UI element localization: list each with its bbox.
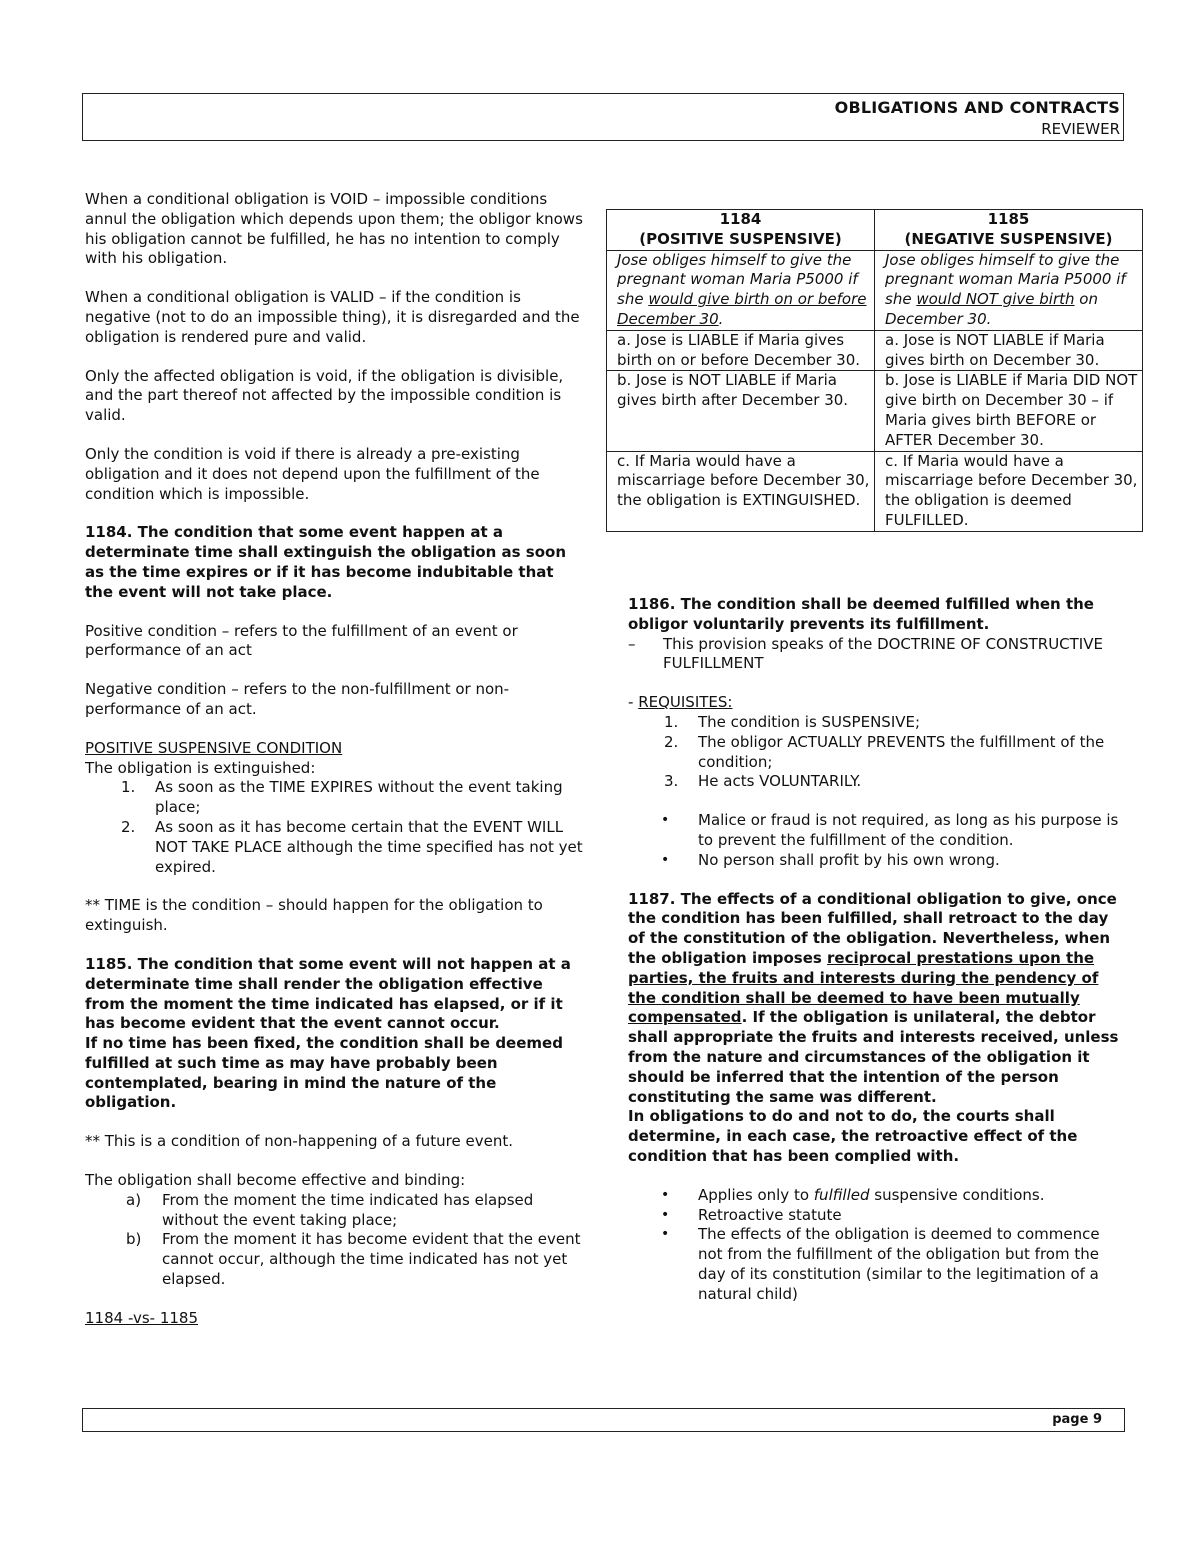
table-cell: a. Jose is LIABLE if Maria gives birth on or before December 30. xyxy=(607,330,875,371)
doctrine-item: – This provision speaks of the DOCTRINE OF CONSTRUCTIVE FULFILLMENT xyxy=(628,634,1103,673)
list-item: • The effects of the obligation is deemed to commence not from the fulfillment of the obligation but from the day of its constitution (similar to the legitimation of a natural child) xyxy=(661,1225,1100,1303)
article-1187: 1187. The effects of a conditional obligation to give, once the condition has been fulfilled, shall retroact to the day of the constitution of the obligation. Nevertheless, when the obligation imposes reciprocal prestations upon the parties, the fruits and interests during the pendency of the condition shall be deemed to have been mutually compensated. If the obligation is unilateral, the debtor shall appropriate the fruits and interests received, unless from the nature and circumstances of the obligation it should be inferred that the intention of the person constituting the same was different. xyxy=(628,889,1119,1106)
comparison-table xyxy=(606,209,1143,532)
bullets-1186 xyxy=(628,811,1128,870)
bullet-icon: • xyxy=(661,1226,670,1243)
bullet-icon: • xyxy=(661,851,670,868)
table-cell: c. If Maria would have a miscarriage before December 30, the obligation is EXTINGUISHED. xyxy=(607,451,875,531)
page-header xyxy=(82,93,1124,141)
table-cell: b. Jose is LIABLE if Maria DID NOT give birth on December 30 – if Maria gives birth BEFORE or AFTER December 30. xyxy=(875,371,1143,451)
table-cell: c. If Maria would have a miscarriage before December 30, the obligation is deemed FULFILLED. xyxy=(875,451,1143,531)
condition-void-paragraph: Only the condition is void if there is already a pre-existing obligation and it does not depend upon the fulfillment of the condition which is impossible. xyxy=(85,444,540,503)
table-cell: b. Jose is NOT LIABLE if Maria gives birth after December 30. xyxy=(607,371,875,451)
list-item: 3. He acts VOLUNTARILY. xyxy=(664,772,862,791)
negative-condition-definition: Negative condition – refers to the non-fulfillment or non-performance of an act. xyxy=(85,680,510,718)
bullet-icon: • xyxy=(661,1186,670,1203)
article-1186: 1186. The condition shall be deemed fulfilled when the obligor voluntarily prevents its fulfillment. xyxy=(628,595,1094,633)
list-item: • No person shall profit by his own wrong. xyxy=(661,850,1000,869)
psc-list xyxy=(85,778,585,877)
list-item: • Malice or fraud is not required, as long as his purpose is to prevent the fulfillment of the condition. xyxy=(661,811,1119,849)
list-item: b) From the moment it has become evident that the event cannot occur, although the time indicated has not yet elapsed. xyxy=(126,1230,581,1289)
time-note: ** TIME is the condition – should happen for the obligation to extinguish. xyxy=(85,896,543,935)
table-row xyxy=(607,250,1143,330)
nonhappening-note: ** This is a condition of non-happening of a future event. xyxy=(85,1132,513,1151)
positive-condition-definition: Positive condition – refers to the fulfillment of an event or performance of an act xyxy=(85,621,518,660)
list-item: 1. The condition is SUSPENSIVE; xyxy=(664,712,921,731)
article-1187-to-do: In obligations to do and not to do, the courts shall determine, in each case, the retroactive effect of the condition that has been complied with. xyxy=(628,1107,1078,1165)
table-row xyxy=(607,330,1143,371)
example-1185: Jose obliges himself to give the pregnant woman Maria P5000 if she would NOT give birth on December 30. xyxy=(875,250,1143,330)
list-item: • Applies only to fulfilled suspensive conditions. xyxy=(661,1185,1045,1204)
psc-heading: POSITIVE SUSPENSIVE CONDITION xyxy=(85,738,343,757)
table-header-row xyxy=(607,210,1143,251)
bullets-1187 xyxy=(628,1186,1128,1305)
void-paragraph: When a conditional obligation is VOID – impossible conditions annul the obligation which depends upon them; the obligor knows his obligation cannot be fulfilled, he has no intention to comply with his obligation. xyxy=(85,190,583,268)
requisites-heading: - REQUISITES: xyxy=(628,693,733,712)
effective-intro: The obligation shall become effective and binding: xyxy=(85,1171,466,1190)
table-row xyxy=(607,371,1143,451)
column-header-1185: 1185 (NEGATIVE SUSPENSIVE) xyxy=(875,210,1143,251)
header-title: OBLIGATIONS AND CONTRACTS xyxy=(834,98,1120,117)
valid-paragraph: When a conditional obligation is VALID – if the condition is negative (not to do an impossible thing), it is disregarded and the obligation is rendered pure and valid. xyxy=(85,288,580,346)
article-1184: 1184. The condition that some event happen at a determinate time shall extinguish the obligation as soon as the time expires or if it has become indubitable that the event will not take place. xyxy=(85,523,567,601)
bullet-icon: • xyxy=(661,812,670,829)
page-number: page 9 xyxy=(1052,1412,1102,1427)
list-item: 1. As soon as the TIME EXPIRES without the event taking place; xyxy=(121,778,563,817)
article-1185-no-time: If no time has been fixed, the condition shall be deemed fulfilled at such time as may have probably been contemplated, bearing in mind the nature of the obligation. xyxy=(85,1034,563,1112)
header-subtitle: REVIEWER xyxy=(1041,120,1120,138)
list-item: • Retroactive statute xyxy=(661,1205,842,1224)
list-item: 2. As soon as it has become certain that the EVENT WILL NOT TAKE PLACE although the time specified has not yet expired. xyxy=(121,817,583,876)
table-row xyxy=(607,451,1143,531)
column-header-1184: 1184 (POSITIVE SUSPENSIVE) xyxy=(607,210,875,251)
left-column xyxy=(85,190,585,1329)
article-1185: 1185. The condition that some event will not happen at a determinate time shall render the obligation effective from the moment the time indicated has elapsed, or if it has become evident that the event cannot occur. xyxy=(85,954,571,1033)
bullet-icon: • xyxy=(661,1206,670,1223)
affected-paragraph: Only the affected obligation is void, if the obligation is divisible, and the part thereof not affected by the impossible condition is valid. xyxy=(85,366,564,425)
requisites-list xyxy=(628,713,1128,792)
page-footer xyxy=(82,1408,1125,1432)
list-item: a) From the moment the time indicated has elapsed without the event taking place; xyxy=(126,1190,534,1229)
vs-heading: 1184 -vs- 1185 xyxy=(85,1308,198,1327)
list-item: 2. The obligor ACTUALLY PREVENTS the fulfillment of the condition; xyxy=(664,732,1105,771)
right-column xyxy=(628,595,1128,1305)
table-cell: a. Jose is NOT LIABLE if Maria gives birth on December 30. xyxy=(875,330,1143,371)
psc-intro: The obligation is extinguished: xyxy=(85,758,316,777)
effective-list xyxy=(85,1191,585,1290)
example-1184: Jose obliges himself to give the pregnant woman Maria P5000 if she would give birth on or before December 30. xyxy=(607,250,875,330)
